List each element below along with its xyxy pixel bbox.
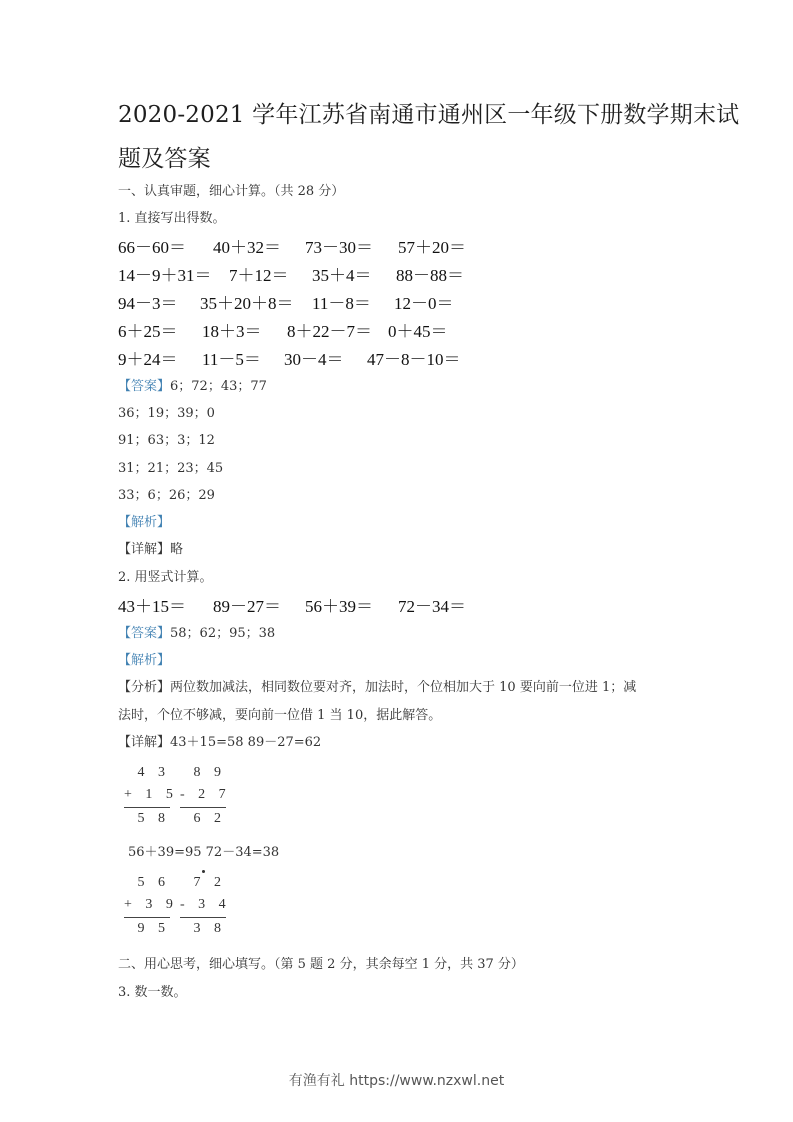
q1-eq: 40＋32＝ <box>213 238 281 257</box>
q1-eq: 11－8＝ <box>312 294 371 313</box>
section1-heading: 一、认真审题，细心计算。（共 28 分） <box>118 184 345 199</box>
q1-answer: 33；6；26；29 <box>118 488 215 503</box>
q2-answer-line <box>118 622 275 641</box>
q1-detail-text: 略 <box>170 542 184 557</box>
vc-result: 9 5 <box>137 921 170 936</box>
q2-detail-line <box>118 731 321 750</box>
q1-eq: 12－0＝ <box>394 294 454 313</box>
q1-eq: 66－60＝ <box>118 238 186 257</box>
detail-tag: 【详解】 <box>118 542 171 557</box>
answer-tag: 【答案】 <box>118 379 171 394</box>
q2-eq: 89－27＝ <box>213 597 281 616</box>
q2-detail-text2: 56＋39=95 72－34=38 <box>128 845 280 860</box>
vc-result: 5 8 <box>137 811 170 826</box>
q1-eq: 0＋45＝ <box>388 322 448 341</box>
section2-heading: 二、用心思考，细心填写。（第 5 题 2 分，其余每空 1 分，共 37 分） <box>118 957 524 972</box>
q1-eq: 30－4＝ <box>284 350 344 369</box>
fenxi-tag: 【分析】 <box>118 680 171 695</box>
q1-answer-line <box>118 375 267 394</box>
q1-eq: 35＋20＋8＝ <box>200 294 294 313</box>
vc-top: 7 2 <box>193 875 226 890</box>
q1-eq: 7＋12＝ <box>229 266 289 285</box>
q1-eq: 47－8－10＝ <box>367 350 461 369</box>
q1-detail-line <box>118 538 183 557</box>
q1-eq: 14－9＋31＝ <box>118 266 212 285</box>
q1-label: 1. 直接写出得数。 <box>118 211 226 226</box>
q1-eq: 6＋25＝ <box>118 322 178 341</box>
q1-eq: 8＋22－7＝ <box>287 322 372 341</box>
q1-eq: 18＋3＝ <box>202 322 262 341</box>
q2-eq: 56＋39＝ <box>305 597 373 616</box>
q1-eq: 11－5＝ <box>202 350 261 369</box>
q1-answer: 6；72；43；77 <box>170 379 267 394</box>
doc-title-line1: 2020-2021 学年江苏省南通市通州区一年级下册数学期末试 <box>118 102 740 128</box>
q2-detail-text: 43＋15=58 89－27=62 <box>170 735 322 750</box>
detail-tag: 【详解】 <box>118 735 171 750</box>
borrow-dot <box>202 870 205 873</box>
vc-mid: + 1 5 <box>124 787 178 802</box>
q2-fenxi-line1 <box>118 676 636 695</box>
q1-answer: 91；63；3；12 <box>118 433 215 448</box>
vc-top: 4 3 <box>137 765 170 780</box>
vc-mid: + 3 9 <box>124 897 178 912</box>
vc-result: 6 2 <box>193 811 226 826</box>
q1-answer: 36；19；39；0 <box>118 406 215 421</box>
q2-eq: 72－34＝ <box>398 597 466 616</box>
q1-answer: 31；21；23；45 <box>118 461 224 476</box>
q1-eq: 88－88＝ <box>396 266 464 285</box>
doc-title-line2: 题及答案 <box>118 146 211 172</box>
analysis-tag: 【解析】 <box>118 515 171 530</box>
vc-mid: - 2 7 <box>180 787 231 802</box>
answer-tag: 【答案】 <box>118 626 171 641</box>
q2-eq: 43＋15＝ <box>118 597 186 616</box>
q2-label: 2. 用竖式计算。 <box>118 570 213 585</box>
q3-label: 3. 数一数。 <box>118 985 187 1000</box>
q1-eq: 35＋4＝ <box>312 266 372 285</box>
fenxi-text: 两位数加减法，相同数位要对齐，加法时，个位相加大于 10 要向前一位进 1；减 <box>170 680 637 695</box>
q1-eq: 94－3＝ <box>118 294 178 313</box>
vc-result: 3 8 <box>193 921 226 936</box>
vc-mid: - 3 4 <box>180 897 231 912</box>
q2-fenxi-line2: 法时，个位不够减，要向前一位借 1 当 10，据此解答。 <box>118 708 442 723</box>
analysis-tag: 【解析】 <box>118 653 171 668</box>
q1-eq: 73－30＝ <box>305 238 373 257</box>
q2-answer: 58；62；95；38 <box>170 626 276 641</box>
vc-top: 5 6 <box>137 875 170 890</box>
vc-top: 8 9 <box>193 765 226 780</box>
q1-eq: 9＋24＝ <box>118 350 178 369</box>
footer-watermark: 有渔有礼 https://www.nzxwl.net <box>288 1073 505 1089</box>
q1-eq: 57＋20＝ <box>398 238 466 257</box>
